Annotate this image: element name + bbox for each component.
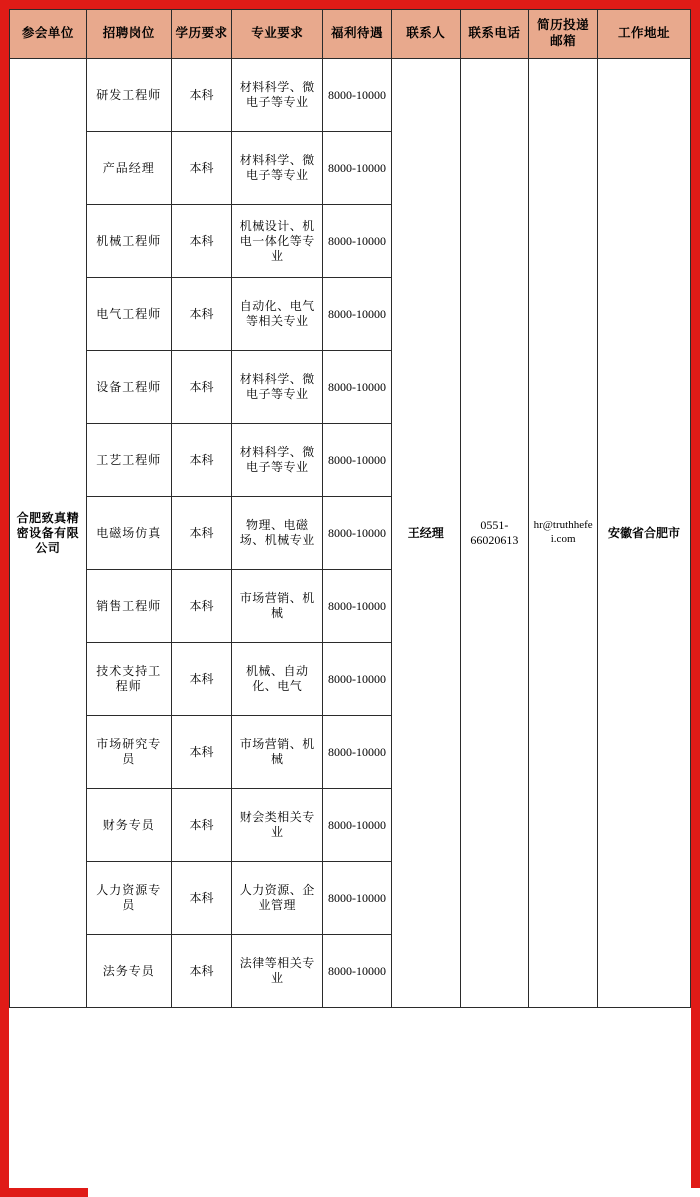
recruitment-table [9, 9, 691, 1008]
cell-major: 材料科学、微电子等专业 [232, 59, 323, 132]
cell-education: 本科 [171, 643, 232, 716]
column-header-company: 参会单位 [10, 10, 87, 59]
cell-education: 本科 [171, 570, 232, 643]
cell-salary: 8000-10000 [323, 278, 392, 351]
cell-position: 电磁场仿真 [86, 497, 171, 570]
cell-position: 财务专员 [86, 789, 171, 862]
column-header-position: 招聘岗位 [86, 10, 171, 59]
cell-education: 本科 [171, 935, 232, 1008]
table-body [10, 59, 691, 1008]
cell-salary: 8000-10000 [323, 935, 392, 1008]
cell-position: 销售工程师 [86, 570, 171, 643]
cell-education: 本科 [171, 132, 232, 205]
table-header [10, 10, 691, 59]
cell-salary: 8000-10000 [323, 862, 392, 935]
cell-salary: 8000-10000 [323, 570, 392, 643]
cell-major: 材料科学、微电子等专业 [232, 424, 323, 497]
cell-salary: 8000-10000 [323, 132, 392, 205]
cell-education: 本科 [171, 59, 232, 132]
cell-position: 技术支持工程师 [86, 643, 171, 716]
column-header-education: 学历要求 [171, 10, 232, 59]
cell-position: 研发工程师 [86, 59, 171, 132]
header-row [10, 10, 691, 59]
cell-major: 材料科学、微电子等专业 [232, 132, 323, 205]
cell-salary: 8000-10000 [323, 424, 392, 497]
recruitment-sheet [9, 9, 691, 1008]
cell-education: 本科 [171, 424, 232, 497]
column-header-email: 简历投递邮箱 [529, 10, 598, 59]
column-header-salary: 福利待遇 [323, 10, 392, 59]
cell-major: 法律等相关专业 [232, 935, 323, 1008]
cell-major: 财会类相关专业 [232, 789, 323, 862]
cell-company: 合肥致真精密设备有限公司 [10, 59, 87, 1008]
cell-major: 材料科学、微电子等专业 [232, 351, 323, 424]
cell-education: 本科 [171, 862, 232, 935]
cell-salary: 8000-10000 [323, 205, 392, 278]
column-header-major: 专业要求 [232, 10, 323, 59]
cell-salary: 8000-10000 [323, 716, 392, 789]
cell-major: 机械设计、机电一体化等专业 [232, 205, 323, 278]
cell-major: 机械、自动化、电气 [232, 643, 323, 716]
cell-major: 市场营销、机械 [232, 570, 323, 643]
cell-major: 市场营销、机械 [232, 716, 323, 789]
cell-salary: 8000-10000 [323, 643, 392, 716]
cell-position: 机械工程师 [86, 205, 171, 278]
cell-phone: 0551-66020613 [460, 59, 529, 1008]
cell-position: 人力资源专员 [86, 862, 171, 935]
cell-major: 人力资源、企业管理 [232, 862, 323, 935]
cell-salary: 8000-10000 [323, 789, 392, 862]
cell-major: 物理、电磁场、机械专业 [232, 497, 323, 570]
cell-workplace: 安徽省合肥市 [597, 59, 690, 1008]
cell-education: 本科 [171, 497, 232, 570]
cell-position: 电气工程师 [86, 278, 171, 351]
cell-email: hr@truthhefei.com [529, 59, 598, 1008]
cell-education: 本科 [171, 351, 232, 424]
cell-position: 工艺工程师 [86, 424, 171, 497]
column-header-workplace: 工作地址 [597, 10, 690, 59]
cell-salary: 8000-10000 [323, 59, 392, 132]
cell-education: 本科 [171, 205, 232, 278]
cell-major: 自动化、电气等相关专业 [232, 278, 323, 351]
column-header-phone: 联系电话 [460, 10, 529, 59]
cell-contact-person: 王经理 [391, 59, 460, 1008]
cell-salary: 8000-10000 [323, 351, 392, 424]
table-row [10, 59, 691, 132]
cell-position: 设备工程师 [86, 351, 171, 424]
cell-salary: 8000-10000 [323, 497, 392, 570]
cell-education: 本科 [171, 278, 232, 351]
cell-position: 法务专员 [86, 935, 171, 1008]
cell-position: 市场研究专员 [86, 716, 171, 789]
cell-position: 产品经理 [86, 132, 171, 205]
column-header-contact-person: 联系人 [391, 10, 460, 59]
cell-education: 本科 [171, 716, 232, 789]
cell-education: 本科 [171, 789, 232, 862]
